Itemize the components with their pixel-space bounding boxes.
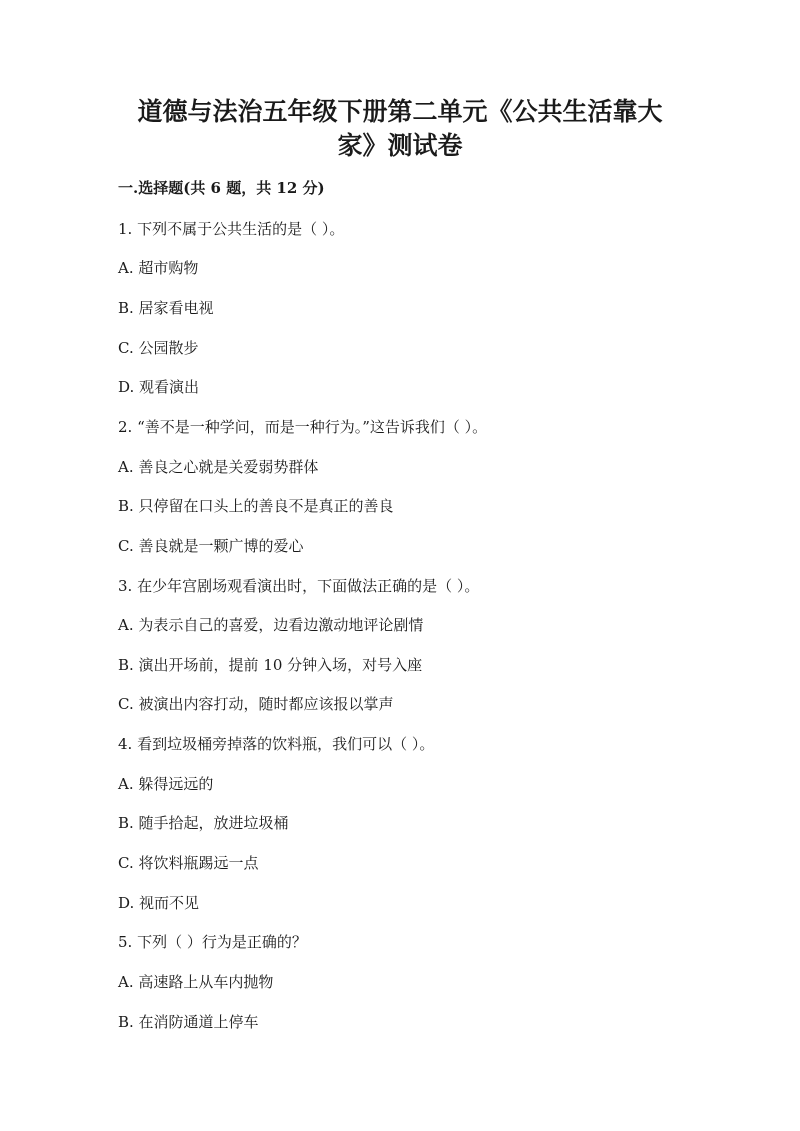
page-title-line-2: 家》测试卷 xyxy=(337,131,463,160)
question-4-option-c: C. 将饮料瓶踢远一点 xyxy=(118,854,259,872)
question-1-option-a: A. 超市购物 xyxy=(118,259,199,277)
question-2-stem: 2. “善不是一种学问，而是一种行为。”这告诉我们（ ）。 xyxy=(118,418,488,436)
section-heading: 一.选择题(共 6 题，共 12 分) xyxy=(118,179,325,197)
question-1-option-d: D. 观看演出 xyxy=(118,378,200,396)
question-2-option-a: A. 善良之心就是关爱弱势群体 xyxy=(118,458,319,476)
question-4-option-a: A. 躲得远远的 xyxy=(118,775,214,793)
question-3-stem: 3. 在少年宫剧场观看演出时，下面做法正确的是（ ）。 xyxy=(118,577,480,595)
question-4-stem: 4. 看到垃圾桶旁掉落的饮料瓶，我们可以（ ）。 xyxy=(118,735,435,753)
question-1-option-b: B. 居家看电视 xyxy=(118,299,214,317)
question-2-option-b: B. 只停留在口头上的善良不是真正的善良 xyxy=(118,497,394,515)
question-4-option-b: B. 随手拾起，放进垃圾桶 xyxy=(118,814,289,832)
page-title-line-1: 道德与法治五年级下册第二单元《公共生活靠大 xyxy=(137,97,663,126)
question-5-stem: 5. 下列（ ）行为是正确的？ xyxy=(118,933,307,951)
question-5-option-b: B. 在消防通道上停车 xyxy=(118,1013,259,1031)
question-3-option-c: C. 被演出内容打动，随时都应该报以掌声 xyxy=(118,695,394,713)
question-2-option-c: C. 善良就是一颗广博的爱心 xyxy=(118,537,304,555)
question-3-option-a: A. 为表示自己的喜爱，边看边激动地评论剧情 xyxy=(118,616,424,634)
question-4-option-d: D. 视而不见 xyxy=(118,894,200,912)
question-1-stem: 1. 下列不属于公共生活的是（ ）。 xyxy=(118,220,345,238)
question-3-option-b: B. 演出开场前，提前 10 分钟入场，对号入座 xyxy=(118,656,423,674)
question-5-option-a: A. 高速路上从车内抛物 xyxy=(118,973,274,991)
question-1-option-c: C. 公园散步 xyxy=(118,339,199,357)
